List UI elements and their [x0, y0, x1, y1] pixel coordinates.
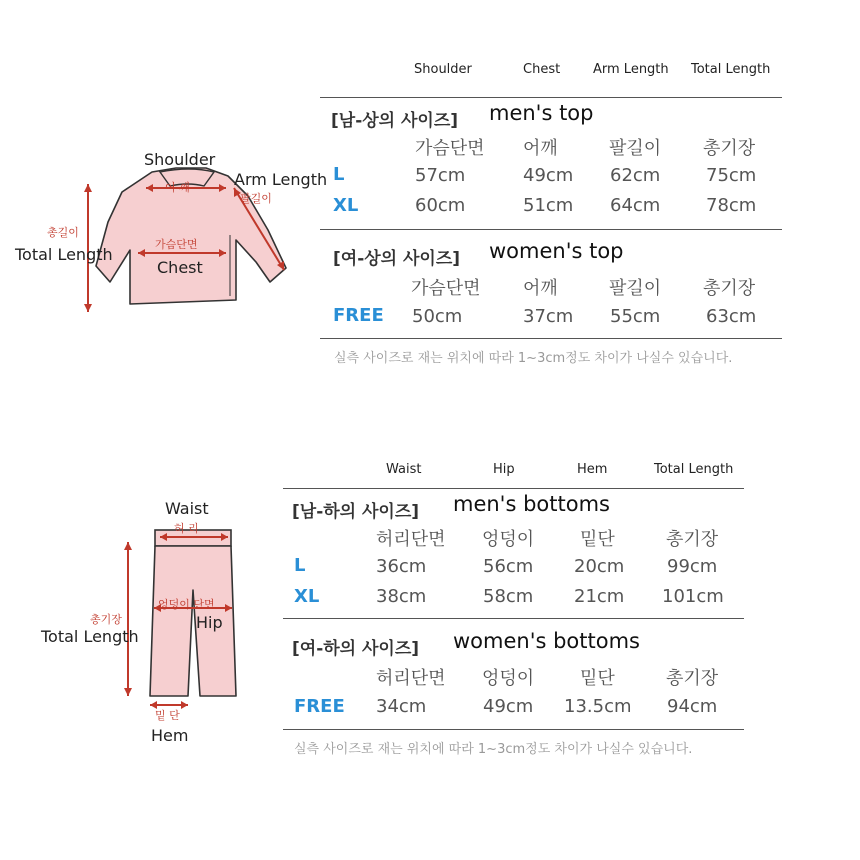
table-cell: 94cm	[667, 696, 718, 717]
table-cell: 49cm	[483, 696, 534, 717]
diagram-label-chest-ko: 가슴단면	[155, 238, 198, 251]
mens-top-size-l: L	[333, 164, 345, 185]
womens-top-title-en: women's top	[489, 239, 624, 263]
womens-bottoms-title-ko: [여-하의 사이즈]	[292, 639, 420, 659]
table-cell: 78cm	[706, 195, 757, 216]
table-cell: 37cm	[523, 306, 574, 327]
diagram-label-total-length: Total Length	[41, 627, 139, 646]
diagram-label-waist: Waist	[165, 499, 209, 518]
mens-bottoms-title-ko: [남-하의 사이즈]	[292, 502, 420, 522]
diagram-label-chest: Chest	[157, 258, 203, 277]
mens-bottoms-header-waist: 허리단면	[376, 529, 446, 550]
mens-bottoms-size-l: L	[294, 555, 306, 576]
diagram-label-total-length: Total Length	[15, 245, 113, 264]
table-cell: 62cm	[610, 165, 661, 186]
womens-bottoms-header-hem: 밑단	[580, 668, 615, 689]
col-head-hem: Hem	[577, 462, 608, 477]
table-cell: 57cm	[415, 165, 466, 186]
col-head-chest: Chest	[523, 62, 561, 77]
diagram-label-waist-ko: 허 리	[174, 522, 199, 535]
divider	[283, 488, 744, 489]
mens-top-size-xl: XL	[333, 195, 359, 216]
table-cell: 55cm	[610, 306, 661, 327]
table-cell: 63cm	[706, 306, 757, 327]
mens-bottoms-title-en: men's bottoms	[453, 492, 610, 516]
mens-top-title-ko: [남-상의 사이즈]	[331, 111, 459, 131]
size-note: 실측 사이즈로 재는 위치에 따라 1~3cm정도 차이가 나실수 있습니다.	[334, 351, 733, 366]
mens-bottoms-header-hip: 엉덩이	[482, 529, 535, 550]
mens-bottoms-header-hem: 밑단	[580, 529, 615, 550]
diagram-label-hem-ko: 밑 단	[155, 709, 180, 722]
womens-bottoms-size-free: FREE	[294, 696, 345, 717]
divider	[283, 729, 744, 730]
diagram-label-total-length-ko: 총기장	[90, 613, 122, 626]
mens-top-header-arm: 팔길이	[609, 138, 662, 159]
table-cell: 21cm	[574, 586, 625, 607]
col-head-total-length: Total Length	[654, 462, 734, 477]
diagram-label-shoulder-ko: 어 깨	[165, 181, 190, 194]
mens-bottoms-header-total: 총기장	[666, 529, 719, 550]
divider	[320, 97, 782, 98]
col-head-arm-length: Arm Length	[593, 62, 669, 77]
mens-top-title-en: men's top	[489, 101, 594, 125]
table-cell: 34cm	[376, 696, 427, 717]
womens-top-size-free: FREE	[333, 305, 384, 326]
diagram-label-hip: Hip	[196, 613, 223, 632]
table-cell: 60cm	[415, 195, 466, 216]
womens-top-title-ko: [여-상의 사이즈]	[333, 249, 461, 269]
pants-illustration	[0, 480, 280, 740]
diagram-label-arm-length: Arm Length	[234, 170, 328, 189]
womens-bottoms-header-waist: 허리단면	[376, 668, 446, 689]
table-cell: 58cm	[483, 586, 534, 607]
table-cell: 20cm	[574, 556, 625, 577]
divider	[283, 618, 744, 619]
mens-bottoms-size-xl: XL	[294, 586, 320, 607]
diagram-label-shoulder: Shoulder	[144, 150, 216, 169]
table-cell: 99cm	[667, 556, 718, 577]
table-cell: 101cm	[662, 586, 724, 607]
womens-bottoms-title-en: women's bottoms	[453, 629, 640, 653]
womens-top-header-shoulder: 어깨	[523, 278, 558, 299]
mens-top-header-total: 총기장	[703, 138, 756, 159]
col-head-total-length: Total Length	[691, 62, 771, 77]
table-cell: 49cm	[523, 165, 574, 186]
diagram-label-hem: Hem	[151, 726, 189, 745]
table-cell: 56cm	[483, 556, 534, 577]
womens-top-header-arm: 팔길이	[609, 278, 662, 299]
diagram-label-arm-length-ko: 팔길이	[240, 192, 272, 205]
table-cell: 36cm	[376, 556, 427, 577]
col-head-waist: Waist	[386, 462, 422, 477]
womens-bottoms-header-total: 총기장	[666, 668, 719, 689]
col-head-shoulder: Shoulder	[414, 62, 472, 77]
table-cell: 50cm	[412, 306, 463, 327]
table-cell: 13.5cm	[564, 696, 632, 717]
womens-top-header-chest: 가슴단면	[411, 278, 481, 299]
table-cell: 38cm	[376, 586, 427, 607]
table-cell: 64cm	[610, 195, 661, 216]
divider	[320, 229, 782, 230]
table-cell: 51cm	[523, 195, 574, 216]
size-note: 실측 사이즈로 재는 위치에 따라 1~3cm정도 차이가 나실수 있습니다.	[294, 742, 693, 757]
col-head-hip: Hip	[493, 462, 515, 477]
mens-top-header-chest: 가슴단면	[415, 138, 485, 159]
mens-top-header-shoulder: 어깨	[523, 138, 558, 159]
table-cell: 75cm	[706, 165, 757, 186]
womens-bottoms-header-hip: 엉덩이	[482, 668, 535, 689]
diagram-label-total-length-ko: 총길이	[47, 226, 79, 239]
womens-top-header-total: 총기장	[703, 278, 756, 299]
divider	[320, 338, 782, 339]
diagram-label-hip-ko: 엉덩이 단면	[158, 598, 215, 611]
